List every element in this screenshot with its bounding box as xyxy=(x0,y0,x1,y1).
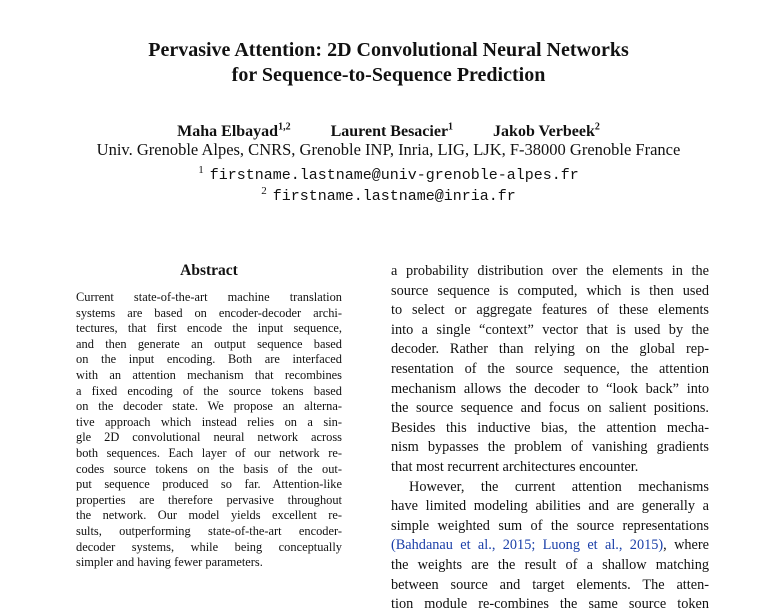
paper-title xyxy=(0,38,777,88)
intro-line: between source and target elements. The atten- xyxy=(391,576,709,593)
email-address: firstname.lastname@univ-grenoble-alpes.fr xyxy=(209,167,579,184)
abstract-line: tive approach which instead relies on a sin- xyxy=(76,414,342,429)
intro-line: However, the current attention mechanisms xyxy=(409,478,709,495)
intro-line: into a single “context” vector that is used by the xyxy=(391,321,709,338)
abstract-line: systems are based on encoder-decoder archi- xyxy=(76,305,342,320)
email-line xyxy=(0,181,777,207)
affiliation: Univ. Grenoble Alpes, CNRS, Grenoble INP, Inria, LIG, LJK, F-38000 Grenoble France xyxy=(96,140,681,159)
author-affil-marker: 1 xyxy=(448,122,454,133)
abstract-body xyxy=(76,290,342,571)
abstract-line: put sequence produced so far. Attention-like xyxy=(76,477,342,492)
email-marker: 1 xyxy=(198,164,204,176)
abstract-line: the network. Our model yields excellent re- xyxy=(76,508,342,523)
intro-line: source sequence is computed, which is then used xyxy=(391,282,709,299)
abstract-line: tectures, that first encode the input sequence, xyxy=(76,321,342,336)
intro-line: Besides this inductive bias, the attention mecha- xyxy=(391,419,709,436)
abstract-line: codes source tokens on the basis of the out- xyxy=(76,461,342,476)
paper-title-line-1: Pervasive Attention: 2D Convolutional Neural Networks xyxy=(148,39,629,61)
author-name: Maha Elbayad xyxy=(177,123,279,141)
intro-line-tail: , where xyxy=(663,537,709,554)
intro-line: that most recurrent architectures encounter. xyxy=(391,458,639,475)
abstract-line: a fixed encoding of the source tokens based xyxy=(76,383,342,398)
author xyxy=(331,123,453,140)
intro-line: resentation of the source sequence, the attention xyxy=(391,360,709,377)
abstract-line: gle 2D convolutional neural network across xyxy=(76,430,342,445)
author-list xyxy=(0,118,777,142)
abstract-line: Current state-of-the-art machine translation xyxy=(76,290,342,304)
author-name: Laurent Besacier xyxy=(330,123,449,141)
abstract-line: both sequences. Each layer of our network re- xyxy=(76,445,342,460)
intro-line: to select or aggregate features of these elements xyxy=(391,302,709,319)
author-name: Jakob Verbeek xyxy=(493,123,595,141)
abstract-line: decoder systems, while being conceptually xyxy=(76,539,342,554)
intro-line: simple weighted sum of the source representations xyxy=(391,517,709,534)
author-affil-marker: 1,2 xyxy=(278,122,291,133)
abstract-line: properties are therefore pervasive throughout xyxy=(76,492,342,507)
abstract-line: and then generate an output sequence based xyxy=(76,336,342,351)
intro-line: have limited modeling abilities and are generally a xyxy=(391,498,709,515)
abstract-line: simpler and having fewer parameters. xyxy=(76,555,263,570)
author xyxy=(177,123,290,140)
intro-body xyxy=(391,262,709,615)
citation-link[interactable]: (Bahdanau et al., 2015; Luong et al., 2015) xyxy=(391,537,664,554)
abstract-line: with an attention mechanism that recombines xyxy=(76,367,342,382)
email-marker: 2 xyxy=(261,185,267,197)
intro-line: tion module re-combines the same source token xyxy=(391,596,709,613)
abstract-line: on the input encoding. Both are interfaced xyxy=(76,352,342,367)
intro-line: a probability distribution over the elements in the xyxy=(391,263,709,279)
email-address: firstname.lastname@inria.fr xyxy=(272,188,516,205)
author-affil-marker: 2 xyxy=(594,122,600,133)
abstract-line: on the decoder state. We propose an alterna- xyxy=(76,399,342,414)
abstract-line: sults, outperforming state-of-the-art encoder- xyxy=(76,523,342,538)
intro-line: nism bypasses the problem of vanishing gradients xyxy=(391,439,709,456)
intro-line: mechanism allows the decoder to “look back” into xyxy=(391,380,709,397)
abstract-heading: Abstract xyxy=(180,262,238,279)
intro-line: decoder. Rather than relying on the global rep- xyxy=(391,341,709,358)
intro-line: the source sequence and focus on salient positions. xyxy=(391,400,709,417)
intro-citation-line xyxy=(391,536,709,556)
paper-title-line-2: for Sequence-to-Sequence Prediction xyxy=(231,64,546,86)
author xyxy=(493,123,600,140)
intro-line: the weights are the result of a shallow matching xyxy=(391,556,709,573)
